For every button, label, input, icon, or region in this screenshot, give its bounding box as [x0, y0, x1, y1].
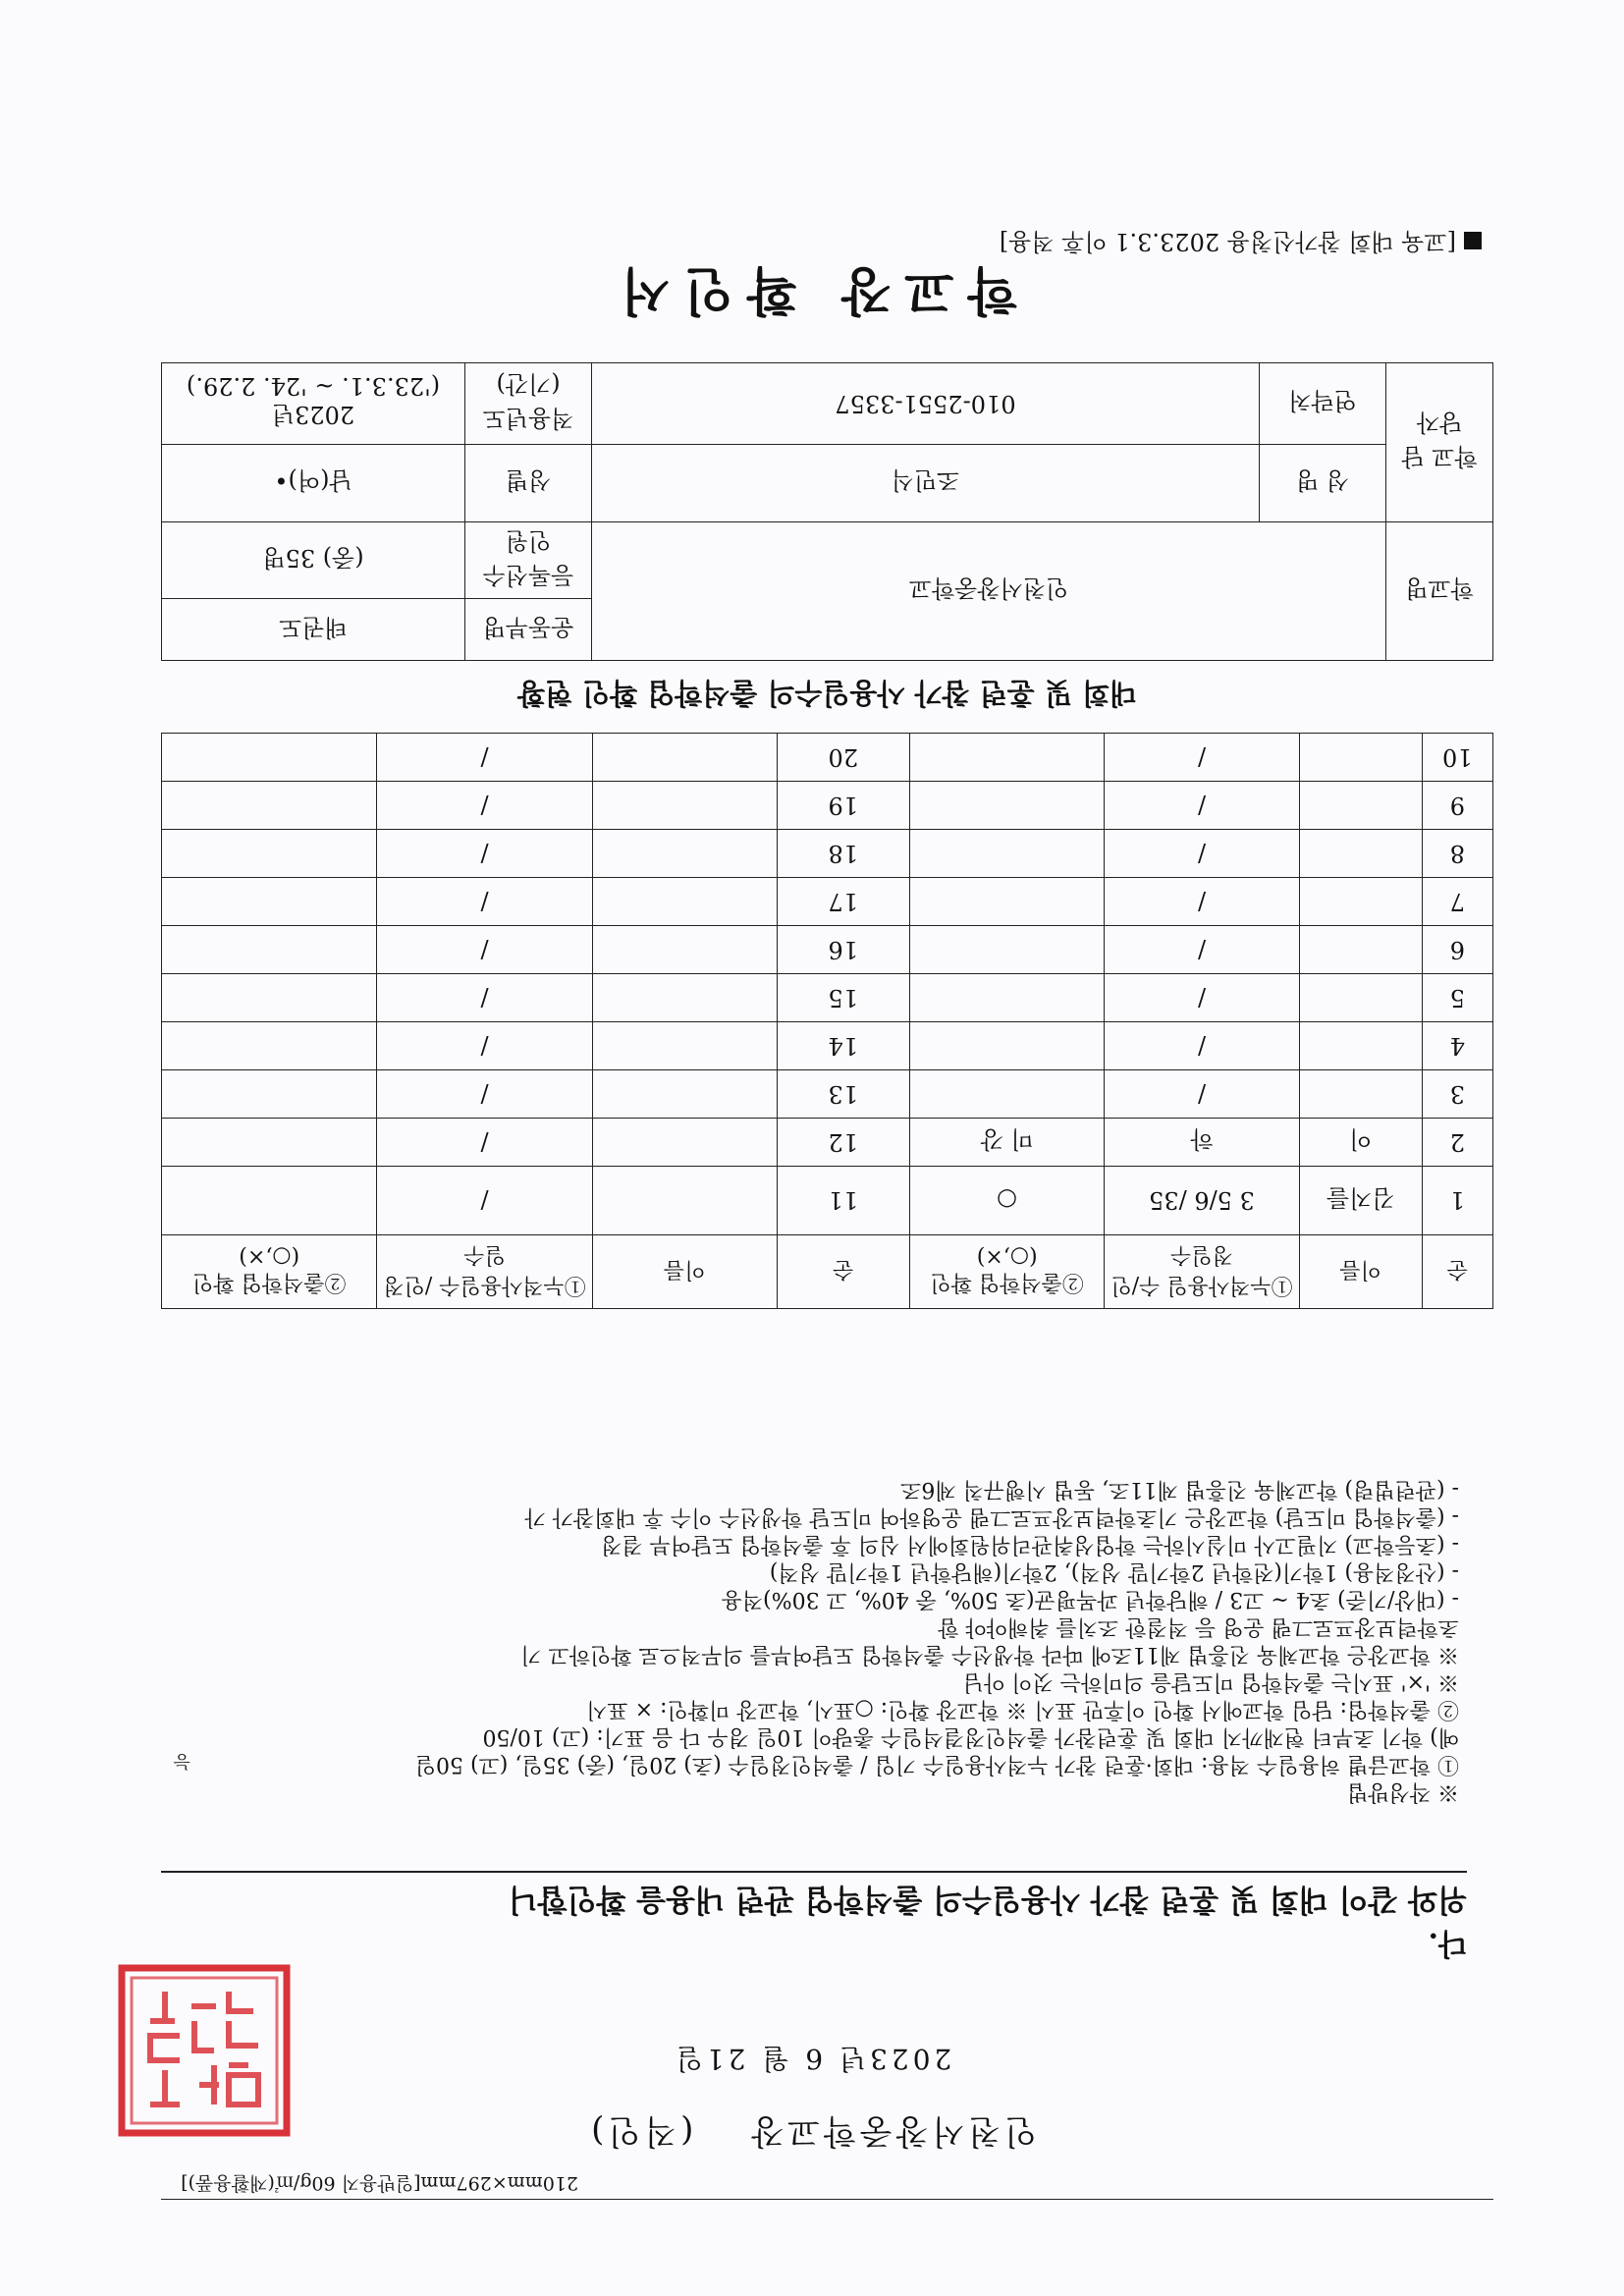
table-cell: [1299, 830, 1422, 878]
table-cell: [909, 734, 1104, 782]
table-cell: 17: [777, 878, 909, 926]
table-cell: [592, 1070, 777, 1119]
header-cell: ①누적사용일 수/인정일수: [1105, 1235, 1299, 1309]
table-cell: [162, 878, 377, 926]
table-cell: 김지를: [1299, 1167, 1422, 1235]
table-cell: /: [377, 830, 592, 878]
signer-seal-mark: (직인): [587, 2111, 694, 2151]
official-seal-stamp: [116, 1962, 293, 2139]
table-cell: 19: [777, 782, 909, 830]
table-cell: [592, 782, 777, 830]
table-cell: [592, 1119, 777, 1167]
header-cell: 순: [777, 1235, 909, 1309]
table-cell: 3 5/6 /35: [1105, 1167, 1299, 1235]
table-cell: 미 강: [909, 1119, 1104, 1167]
table-cell: [162, 926, 377, 974]
header-cell: 이름: [1299, 1235, 1422, 1309]
statement-ending: 다.: [1428, 1926, 1467, 1960]
table-cell: [909, 974, 1104, 1022]
table-cell: [909, 782, 1104, 830]
table-cell: [1299, 1070, 1422, 1119]
school-name: 인천서창중학교: [592, 522, 1386, 661]
table-cell: [592, 734, 777, 782]
table-cell: /: [1105, 926, 1299, 974]
table-cell: [909, 830, 1104, 878]
table-cell: 4: [1422, 1022, 1492, 1070]
signer-name: 인천서창중학교장: [747, 2111, 1037, 2151]
table-cell: 14: [777, 1022, 909, 1070]
table-row: [162, 734, 1493, 782]
table-row: [162, 878, 1493, 926]
form-caption: [1000, 227, 1482, 261]
header-cell: ②출석학업 확인(○,×): [162, 1235, 377, 1309]
table-cell: [909, 878, 1104, 926]
period-label: 적용년도 (기간): [465, 363, 592, 445]
table-cell: [162, 1070, 377, 1119]
header-cell: 순: [1422, 1235, 1492, 1309]
note-line: ※ 학교장은 학교체육 진흥법 제11조에 따라 학생선수 출석학업 도달여부를 의무적으로 확인하고 기: [520, 1642, 1459, 1667]
table-cell: [592, 878, 777, 926]
table-cell: [592, 1167, 777, 1235]
table-cell: /: [377, 926, 592, 974]
table-cell: [909, 1070, 1104, 1119]
name-value: 조민식: [592, 445, 1260, 522]
instructions-notes: [163, 1475, 1459, 1805]
table-cell: 3: [1422, 1070, 1492, 1119]
members-value: (중) 35명: [162, 522, 465, 599]
gender-value: 남(여)•: [162, 445, 465, 522]
table-cell: [592, 830, 777, 878]
header-cell: ②출석학업 확인(○,×): [909, 1235, 1104, 1309]
table-cell: [1299, 926, 1422, 974]
table-cell: [1299, 734, 1422, 782]
attendance-table: [161, 733, 1493, 1309]
table-cell: 13: [777, 1070, 909, 1119]
page-title: 학교장 확인서: [607, 260, 1017, 320]
period-value: 2023년: [271, 401, 355, 429]
table-cell: /: [377, 974, 592, 1022]
table-cell: /: [1105, 782, 1299, 830]
table-cell: /: [377, 1167, 592, 1235]
table-cell: 10: [1422, 734, 1492, 782]
table-cell: /: [1105, 1022, 1299, 1070]
table-cell: 이: [1299, 1119, 1422, 1167]
table-cell: /: [1105, 734, 1299, 782]
members-label: 등록선수 인원: [465, 522, 592, 599]
table-cell: /: [377, 734, 592, 782]
issue-date: 2023년 6 월 21일: [672, 2043, 952, 2075]
table-cell: 6: [1422, 926, 1492, 974]
table-cell: /: [1105, 974, 1299, 1022]
table-cell: [909, 1022, 1104, 1070]
table-row: [162, 1070, 1493, 1119]
square-bullet-icon: [1464, 232, 1482, 249]
caption-text: [교육 대회 참가신청용 2023.3.1 이후 적용]: [999, 228, 1456, 255]
table-row: [162, 1022, 1493, 1070]
type-label: 운동부명: [465, 599, 592, 661]
table-cell: 9: [1422, 782, 1492, 830]
table-cell: [592, 926, 777, 974]
note-line: - (대상/기준) 초4 ~ 고3 / 해당학년 과목평균(초 50%, 중 40%, 고 30%)적용: [721, 1587, 1459, 1612]
table-cell: [909, 926, 1104, 974]
table-row: [162, 1167, 1493, 1235]
table-cell: 18: [777, 830, 909, 878]
note-line: 초학력보장프로그램 운영 등 적절한 조치를 취해야야 함: [938, 1614, 1459, 1639]
school-label: 학교명: [1386, 522, 1493, 661]
table-cell: 8: [1422, 830, 1492, 878]
table-cell: 2: [1422, 1119, 1492, 1167]
note-line: ① 학교급별 허용일수 적용: 대회·훈련 참가 누적사용일수 기입 / 출석인정일수 (초) 20일, (중) 35일, (고) 50일: [414, 1752, 1459, 1777]
table-cell: 하: [1105, 1119, 1299, 1167]
table-row: [162, 782, 1493, 830]
table-cell: 7: [1422, 878, 1492, 926]
gender-label: 성별: [465, 445, 592, 522]
table-cell: [1299, 1022, 1422, 1070]
table-cell: [162, 1167, 377, 1235]
table-cell: [162, 734, 377, 782]
table-header-row: [162, 1235, 1493, 1309]
table-row: [162, 1119, 1493, 1167]
table-cell: [1299, 782, 1422, 830]
table-row: [162, 830, 1493, 878]
table-cell: /: [377, 1119, 592, 1167]
note-line: 예) 학기 초부터 현재까지 대회 및 훈련참가 출석인정결석일수 총량이 10일 경우 다 음 표기: (고) 10/50: [482, 1724, 1459, 1749]
table-body: [162, 734, 1493, 1235]
table-cell: 11: [777, 1167, 909, 1235]
note-line: - (산정적용) 1학기(전학년 2학기말 성적), 2학기(해당학년 1학기말 성적): [769, 1559, 1459, 1584]
table-cell: 20: [777, 734, 909, 782]
table-row: [162, 974, 1493, 1022]
note-line: - (출석학업 미도달) 학교장은 기초학력보장프로그램 운영하여 미도달 학생선수 이수 후 대회참가 가: [524, 1504, 1459, 1529]
table-cell: /: [377, 878, 592, 926]
period-cell: [162, 363, 465, 445]
note-line: - (초등학교) 지필고사 미실시하는 학업성취관리위원회에서 심의 후 출석학업 도달여부 결정: [601, 1532, 1459, 1557]
table-cell: [162, 782, 377, 830]
table-cell: /: [1105, 830, 1299, 878]
table-cell: [592, 974, 777, 1022]
type-value: 태권도: [162, 599, 465, 661]
table-cell: 1: [1422, 1167, 1492, 1235]
note-line: ※ '×' 표시는 출석학업 미도달을 의미하는 것이 아님: [962, 1669, 1459, 1694]
phone-label: 연락처: [1260, 363, 1386, 445]
table-subtitle: 대회 및 훈련 참가 사용일수의 출석학업 확인 현황: [517, 677, 1137, 710]
table-cell: 16: [777, 926, 909, 974]
table-cell: /: [377, 1022, 592, 1070]
table-cell: 15: [777, 974, 909, 1022]
confirmation-statement: 위와 같이 대회 및 훈련 참가 사용일수의 출석학업 관련 내용을 확인합니: [161, 1871, 1467, 1925]
phone-value: 010-2551-3357: [592, 363, 1260, 445]
table-cell: 12: [777, 1119, 909, 1167]
table-cell: /: [1105, 1070, 1299, 1119]
table-cell: [162, 830, 377, 878]
manager-label: 학교 담당자: [1386, 363, 1493, 522]
header-cell: 이름: [592, 1235, 777, 1309]
table-cell: [592, 1022, 777, 1070]
footer-rule: [161, 2199, 1493, 2200]
note-line: ② 출석학업: 담임 학교에서 확인 이후만 표시 ※ 학교장 확인: ○표시, 학교장 미확인: × 표시: [586, 1697, 1459, 1722]
notes-continuation: 능: [173, 1751, 190, 1772]
table-cell: [162, 1119, 377, 1167]
school-info-table: [161, 362, 1493, 661]
table-row: [162, 926, 1493, 974]
name-label: 성 명: [1260, 445, 1386, 522]
table-cell: [162, 974, 377, 1022]
note-line: - (관련법령) 학교체육 진흥법 제11조, 동법 시행규칙 제6조: [900, 1477, 1459, 1502]
table-cell: [162, 1022, 377, 1070]
table-cell: /: [377, 782, 592, 830]
note-line: ※ 작성방법: [1346, 1779, 1459, 1804]
header-cell: ①누적사용일수 /인정일수: [377, 1235, 592, 1309]
table-cell: [1299, 878, 1422, 926]
table-cell: 5: [1422, 974, 1492, 1022]
paper-spec-footer: 210mm×297mm[일반용지 60g/㎡(재활용품)]: [181, 2172, 578, 2194]
period-range: ('23.3.1. ~ '24. 2.29.): [186, 372, 441, 401]
table-cell: [1299, 974, 1422, 1022]
table-cell: ○: [909, 1167, 1104, 1235]
table-cell: /: [377, 1070, 592, 1119]
table-cell: /: [1105, 878, 1299, 926]
